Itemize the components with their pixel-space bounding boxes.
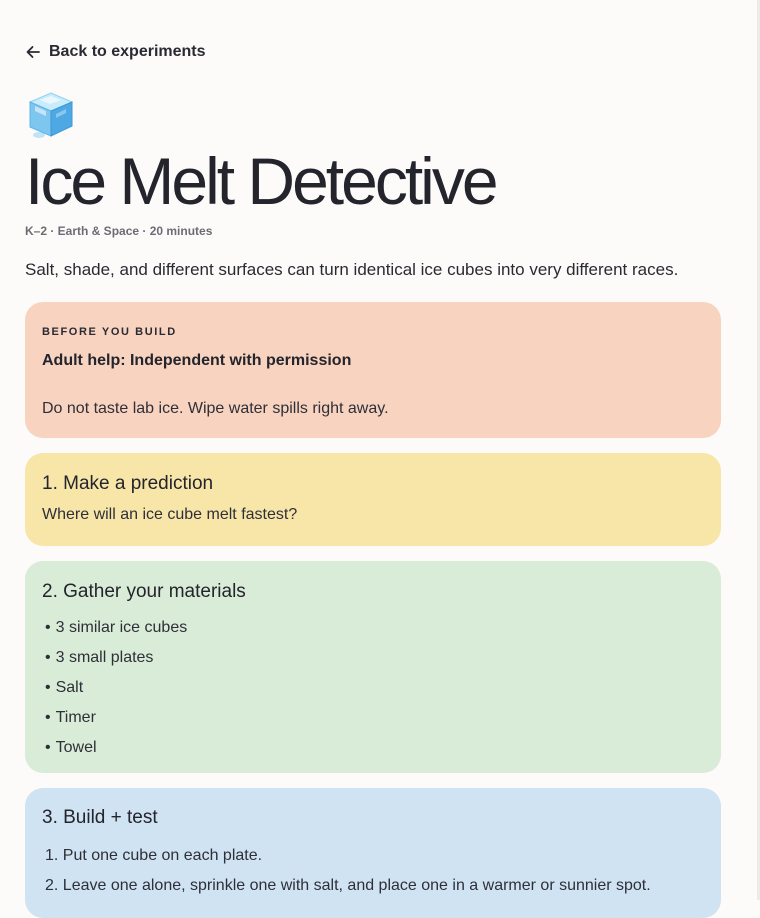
list-item: • Salt [45,673,187,703]
list-item: • Timer [45,703,187,733]
arrow-left-icon [25,44,41,60]
step-title-build-test: 3. Build + test [42,807,158,828]
step-title-prediction: 1. Make a prediction [42,473,214,494]
build-test-card [25,788,721,918]
adult-help-level: Adult help: Independent with permission [42,352,352,369]
back-to-experiments-link[interactable] [25,43,206,61]
safety-note: Do not taste lab ice. Wipe water spills right away. [42,400,389,417]
step-title-materials: 2. Gather your materials [42,581,246,602]
ice-cube-icon [26,90,74,140]
prediction-card [25,453,721,546]
page-title: Ice Melt Detective [25,144,496,218]
materials-list [45,613,187,763]
list-item: • 3 similar ice cubes [45,613,187,643]
experiment-summary: Salt, shade, and different surfaces can turn identical ice cubes into very different races. [25,260,679,279]
safety-card [25,302,721,438]
prediction-question: Where will an ice cube melt fastest? [42,506,298,523]
list-item: • 3 small plates [45,643,187,673]
materials-card [25,561,721,773]
list-item: 1. Put one cube on each plate. [45,847,263,864]
back-link-label: Back to experiments [49,43,206,60]
list-item: • Towel [45,733,187,763]
safety-eyebrow: BEFORE YOU BUILD [42,326,177,338]
list-item: 2. Leave one alone, sprinkle one with salt, and place one in a warmer or sunnier spot. [45,877,651,894]
instructions-list [45,841,651,901]
experiment-meta: K–2 · Earth & Space · 20 minutes [25,224,213,238]
